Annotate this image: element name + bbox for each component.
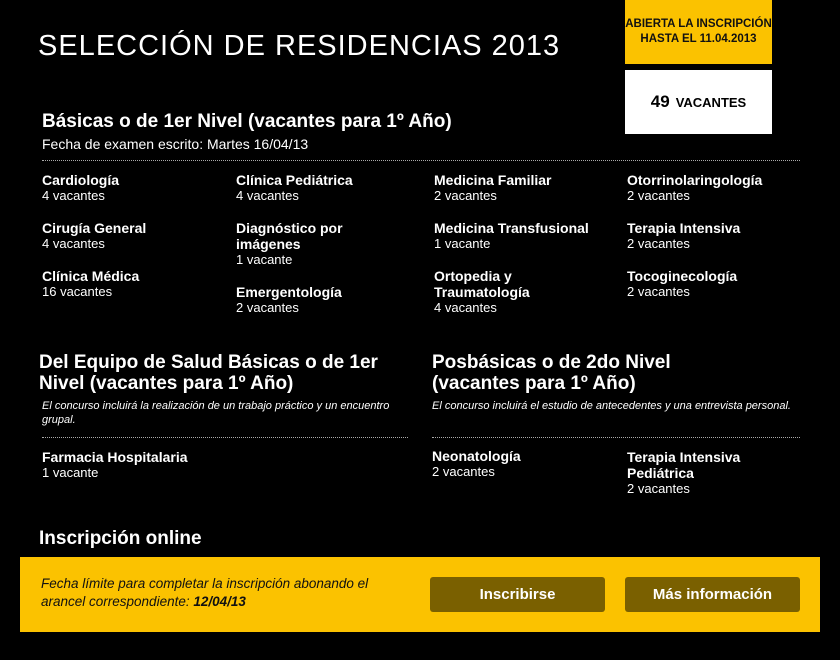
list-item: Terapia Intensiva Pediátrica 2 vacantes bbox=[627, 449, 741, 496]
vacantes-label: VACANTES bbox=[675, 94, 747, 110]
badge-line-2: HASTA EL 11.04.2013 bbox=[640, 33, 757, 45]
list-item: Clínica Pediátrica 4 vacantes bbox=[236, 172, 353, 203]
list-item: Terapia Intensiva 2 vacantes bbox=[627, 220, 741, 251]
list-item: Cirugía General 4 vacantes bbox=[42, 220, 147, 251]
list-item: Neonatología 2 vacantes bbox=[432, 448, 521, 479]
basicas-subtitle: Fecha de examen escrito: Martes 16/04/13 bbox=[42, 136, 309, 152]
vacantes-badge bbox=[625, 70, 772, 134]
posbasicas-divider bbox=[432, 437, 800, 438]
list-item: Medicina Transfusional 1 vacante bbox=[434, 220, 589, 251]
page-title: SELECCIÓN DE RESIDENCIAS 2013 bbox=[38, 30, 561, 62]
inscripcion-deadline-badge bbox=[625, 0, 772, 64]
basicas-title: Básicas o de 1er Nivel (vacantes para 1º Año) bbox=[42, 111, 452, 132]
online-deadline-date: 12/04/13 bbox=[193, 594, 246, 609]
vacantes-count: 49 bbox=[650, 92, 670, 111]
online-banner bbox=[20, 557, 820, 632]
online-deadline-label: Fecha límite para completar la inscripción abonando el arancel correspondiente: bbox=[41, 576, 369, 609]
basicas-divider bbox=[42, 160, 800, 161]
list-item: Cardiología 4 vacantes bbox=[42, 172, 120, 203]
online-title: Inscripción online bbox=[39, 528, 202, 549]
list-item: Diagnóstico por imágenes 1 vacante bbox=[236, 220, 343, 267]
list-item: Clínica Médica 16 vacantes bbox=[42, 268, 140, 299]
equipo-divider bbox=[42, 437, 408, 438]
posbasicas-title: Posbásicas o de 2do Nivel (vacantes para 1º Año) bbox=[432, 352, 671, 394]
online-deadline-text bbox=[41, 575, 411, 611]
list-item: Emergentología 2 vacantes bbox=[236, 284, 342, 315]
list-item: Medicina Familiar 2 vacantes bbox=[434, 172, 552, 203]
list-item: Otorrinolaringología 2 vacantes bbox=[627, 172, 763, 203]
inscribirse-button[interactable]: Inscribirse bbox=[430, 577, 605, 612]
mas-informacion-button[interactable]: Más información bbox=[625, 577, 800, 612]
badge-line-1: ABIERTA LA INSCRIPCIÓN bbox=[625, 18, 772, 30]
list-item: Tocoginecología 2 vacantes bbox=[627, 268, 738, 299]
equipo-note: El concurso incluirá la realización de un trabajo práctico y un encuentro grupal. bbox=[42, 400, 390, 426]
list-item: Ortopedia y Traumatología 4 vacantes bbox=[434, 268, 530, 315]
equipo-title: Del Equipo de Salud Básicas o de 1er Nivel (vacantes para 1º Año) bbox=[39, 352, 378, 394]
list-item: Farmacia Hospitalaria 1 vacante bbox=[42, 449, 188, 480]
posbasicas-note: El concurso incluirá el estudio de antecedentes y una entrevista personal. bbox=[432, 400, 791, 412]
